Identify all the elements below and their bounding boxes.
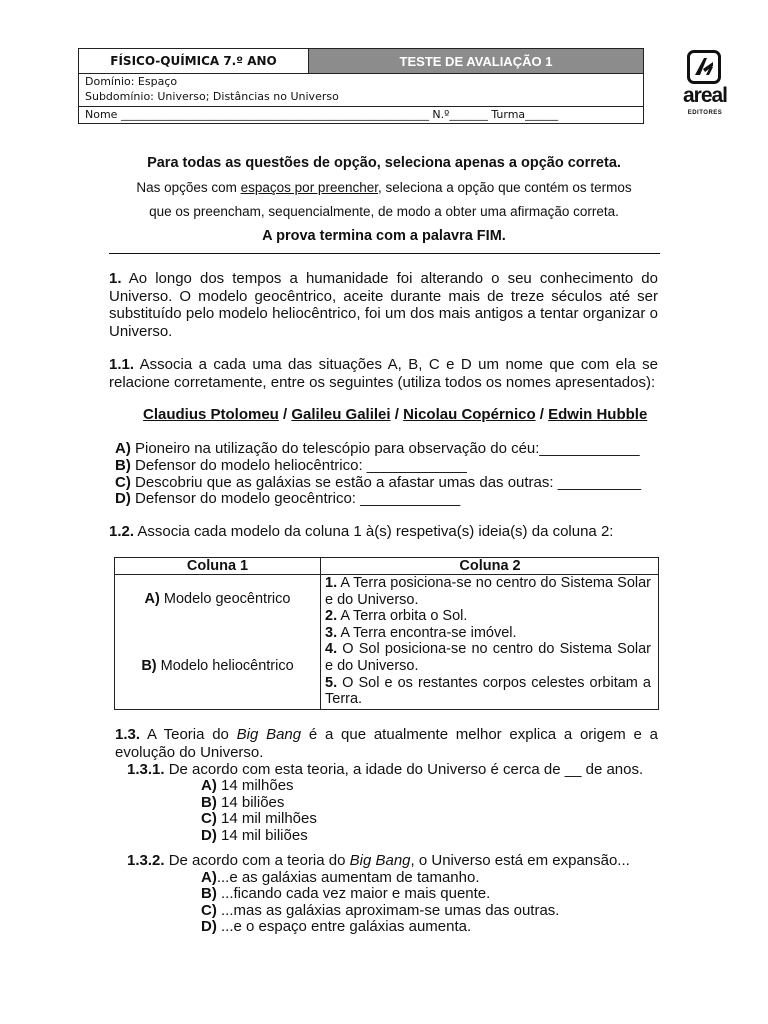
columns-table: [114, 557, 659, 710]
question-1: 1. Ao longo dos tempos a humanidade foi alterando o seu conhecimento do Universo. O modelo geocêntrico, aceite durante mais de treze séculos até ser substituído pelo modelo heliocêntrico, foi um dos mais antigos a tentar organizar o Universo.: [109, 270, 658, 340]
question-1-2: 1.2. Associa cada modelo da coluna 1 à(s) respetiva(s) ideia(s) da coluna 2:: [109, 523, 614, 540]
option-item: D) 14 mil biliões: [201, 827, 308, 844]
option-item: B) 14 biliões: [201, 794, 285, 811]
question-1-3: 1.3. A Teoria do Big Bang é a que atualmente melhor explica a origem e a evolução do Universo.: [115, 726, 658, 761]
question-1-1: 1.1. Associa a cada uma das situações A, B, C e D um nome que com ela se relacione corretamente, entre os seguintes (utiliza todos os nomes apresentados):: [109, 356, 658, 391]
logo-mark-icon: [687, 50, 721, 84]
header-top-row: [79, 49, 643, 74]
column-2-header: Coluna 2: [459, 558, 521, 574]
header-table: [78, 48, 644, 124]
column-1-item-b: B) Modelo heliocêntrico: [141, 658, 294, 674]
option-item: B) ...ficando cada vez maior e mais quente.: [201, 885, 491, 902]
list-item: A) Pioneiro na utilização do telescópio para observação do céu:____________: [115, 440, 640, 457]
option-item: C) ...mas as galáxias aproximam-se umas das outras.: [201, 902, 560, 919]
instruction-line-1: Para todas as questões de opção, seleciona apenas a opção correta.: [147, 155, 621, 171]
student-name-row: [79, 106, 643, 125]
divider: [109, 253, 660, 254]
column-2-item: 2. A Terra orbita o Sol.: [325, 608, 468, 625]
areal-logo: [672, 50, 738, 120]
list-item: C) Descobriu que as galáxias se estão a afastar umas das outras: __________: [115, 474, 642, 491]
column-divider: [320, 558, 321, 709]
column-2-item: 4. O Sol posiciona-se no centro do Sistema Solar e do Universo.: [325, 641, 651, 674]
subdomain-line: Subdomínio: Universo; Distâncias no Universo: [85, 90, 339, 103]
question-1-3-1: 1.3.1. De acordo com esta teoria, a idade do Universo é cerca de __ de anos.: [127, 761, 644, 778]
domain-line: Domínio: Espaço: [85, 75, 178, 88]
test-title: TESTE DE AVALIAÇÃO 1: [309, 49, 643, 73]
column-2-item: 3. A Terra encontra-se imóvel.: [325, 624, 517, 641]
instruction-line-3: que os preencham, sequencialmente, de modo a obter uma afirmação correta.: [149, 204, 619, 219]
logo-subtitle: EDITORES: [687, 110, 723, 116]
option-item: D) ...e o espaço entre galáxias aumenta.: [201, 918, 472, 935]
instruction-line-2: Nas opções com espaços por preencher, seleciona a opção que contém os termos: [136, 180, 632, 195]
name-field-line: Nome ________________________________________________________ N.º_______ Turma______: [85, 108, 559, 121]
column-2-list: [325, 575, 651, 708]
names-list: Claudius Ptolomeu / Galileu Galilei / Nicolau Copérnico / Edwin Hubble: [143, 406, 648, 423]
option-item: A)...e as galáxias aumentam de tamanho.: [201, 869, 480, 886]
column-2-item: 5. O Sol e os restantes corpos celestes orbitam a Terra.: [325, 674, 651, 708]
column-1-item-a: A) Modelo geocêntrico: [144, 591, 291, 607]
list-item: D) Defensor do modelo geocêntrico: ____________: [115, 490, 461, 507]
column-1-header: Coluna 1: [186, 558, 249, 574]
option-item: A) 14 milhões: [201, 777, 294, 794]
question-1-3-2: 1.3.2. De acordo com a teoria do Big Bang, o Universo está em expansão...: [127, 852, 630, 869]
logo-wordmark: areal: [682, 84, 728, 107]
option-item: C) 14 mil milhões: [201, 810, 317, 827]
instruction-line-4: A prova termina com a palavra FIM.: [262, 228, 506, 244]
column-2-item: 1. A Terra posiciona-se no centro do Sistema Solar e do Universo.: [325, 575, 651, 608]
list-item: B) Defensor do modelo heliocêntrico: ____________: [115, 457, 467, 474]
subject-label: FÍSICO-QUÍMICA 7.º ANO: [79, 49, 309, 73]
